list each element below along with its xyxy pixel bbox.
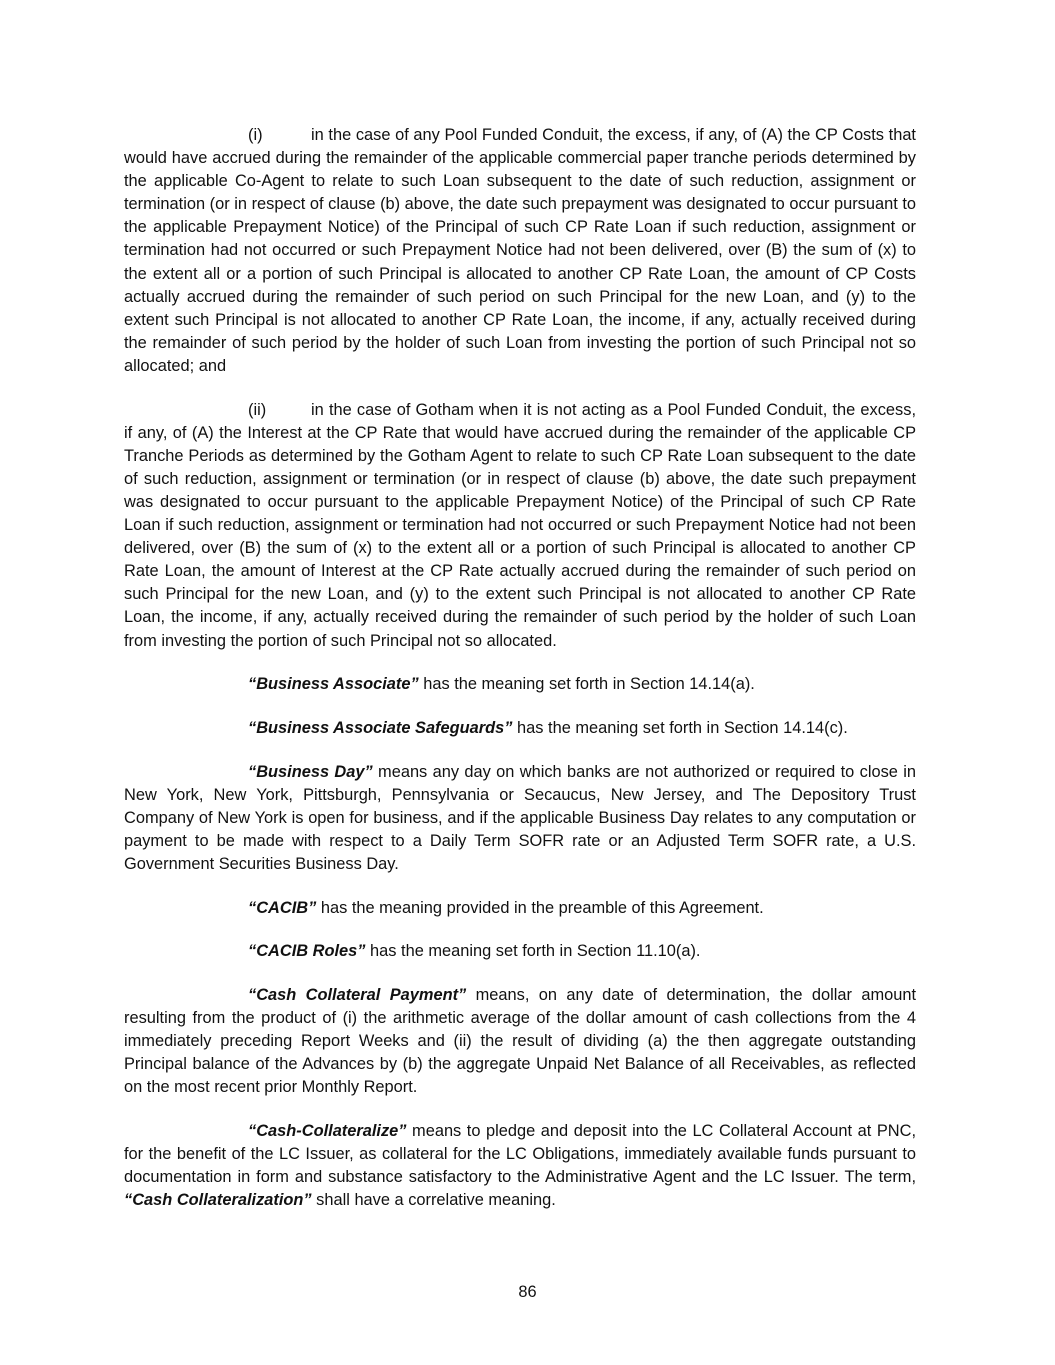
definition-cash-collateral-payment [124,984,916,1099]
definition-text: has the meaning provided in the preamble of this Agreement. [316,898,764,917]
definition-business-day [124,761,916,876]
definition-cacib [124,897,916,920]
definition-cacib-roles [124,940,916,963]
definition-text: has the meaning set forth in Section 14.14(c). [512,718,848,737]
page-number: 86 [518,1283,537,1301]
definition-text: means any day on which banks are not authorized or required to close in New York, New York, Pittsburgh, Pennsylvania or Secaucus, New Jersey, and The Depository Trust Company of New York is open for business, and if the applicable Business Day relates to any computation or payment to be made with respect to a Daily Term SOFR rate or an Adjusted Term SOFR rate, a U.S. Government Securities Business Day. [124,762,916,873]
clause-text: in the case of Gotham when it is not acting as a Pool Funded Conduit, the excess, if any, of (A) the Interest at the CP Rate that would have accrued during the remainder of the applicable CP Tranche Periods as determined by the Gotham Agent to relate to such CP Rate Loan subsequent to the date of such reduction, assignment or termination (or in respect of clause (b) above, the date such prepayment was designated to occur pursuant to the applicable Prepayment Notice) of the Principal of such CP Rate Loan if such reduction, assignment or termination had not occurred or such Prepayment Notice had not been delivered, over (B) the sum of (x) to the extent all or a portion of such Principal is allocated to another CP Rate Loan, the amount of Interest at the CP Rate actually accrued during the remainder of such period on such Principal for the new Loan, and (y) to the extent such Principal is not allocated to another CP Rate Loan, the income, if any, actually received during the remainder of such period by the holder of such Loan from investing the portion of such Principal not so allocated. [124,400,916,650]
definition-text: has the meaning set forth in Section 11.10(a). [365,942,701,961]
defined-term: “CACIB” [248,898,317,917]
defined-term: “Business Associate Safeguards” [248,718,513,737]
clause-text: in the case of any Pool Funded Conduit, the excess, if any, of (A) the CP Costs that would have accrued during the remainder of the applicable commercial paper tranche periods determined by the applicable Co-Agent to relate to such Loan subsequent to the date of such reduction, assignment or termination (or in respect of clause (b) above, the date such prepayment was designated to occur pursuant to the applicable Prepayment Notice) of the Principal of such CP Rate Loan if such reduction, assignment or termination had not occurred or such Prepayment Notice had not been delivered, over (B) the sum of (x) to the extent all or a portion of such Principal is allocated to another CP Rate Loan, the amount of CP Costs actually accrued during the remainder of such period on such Principal for the new Loan, and (y) to the extent such Principal is not allocated to another CP Rate Loan, the income, if any, actually received during the remainder of such period by the holder of such Loan from investing the portion of such Principal not so allocated; and [124,126,916,375]
definition-business-associate-safeguards [124,717,916,740]
defined-term: “CACIB Roles” [248,942,366,961]
definition-cash-collateralize [124,1120,916,1212]
definition-text: means, on any date of determination, the dollar amount resulting from the product of (i) the arithmetic average of the dollar amount of cash collections from the 4 immediately preceding Report Weeks and (ii) the result of dividing (a) the then aggregate outstanding Principal balance of the Advances by (b) the aggregate Unpaid Net Balance of all Receivables, as reflected on the most recent prior Monthly Report. [124,986,916,1097]
clause-number: (i) [248,126,263,144]
paragraph-clause-i [124,124,916,378]
defined-term: “Business Day” [248,762,373,781]
definition-business-associate [124,673,916,696]
defined-term: “Business Associate” [248,675,419,694]
document-body [124,124,916,1233]
definition-text-tail: shall have a correlative meaning. [311,1191,556,1210]
defined-term: “Cash Collateral Payment” [248,986,467,1005]
paragraph-clause-ii [124,399,916,653]
defined-term-secondary: “Cash Collateralization” [124,1191,312,1210]
definition-text: has the meaning set forth in Section 14.14(a). [418,675,755,694]
clause-number: (ii) [248,400,267,419]
definition-text: means to pledge and deposit into the LC Collateral Account at PNC, for the benefit of the LC Issuer, as collateral for the LC Obligations, immediately available funds pursuant to documentation in form and substance satisfactory to the Administrative Agent and the LC Issuer. The term, [124,1122,916,1187]
defined-term: “Cash-Collateralize” [248,1122,407,1141]
